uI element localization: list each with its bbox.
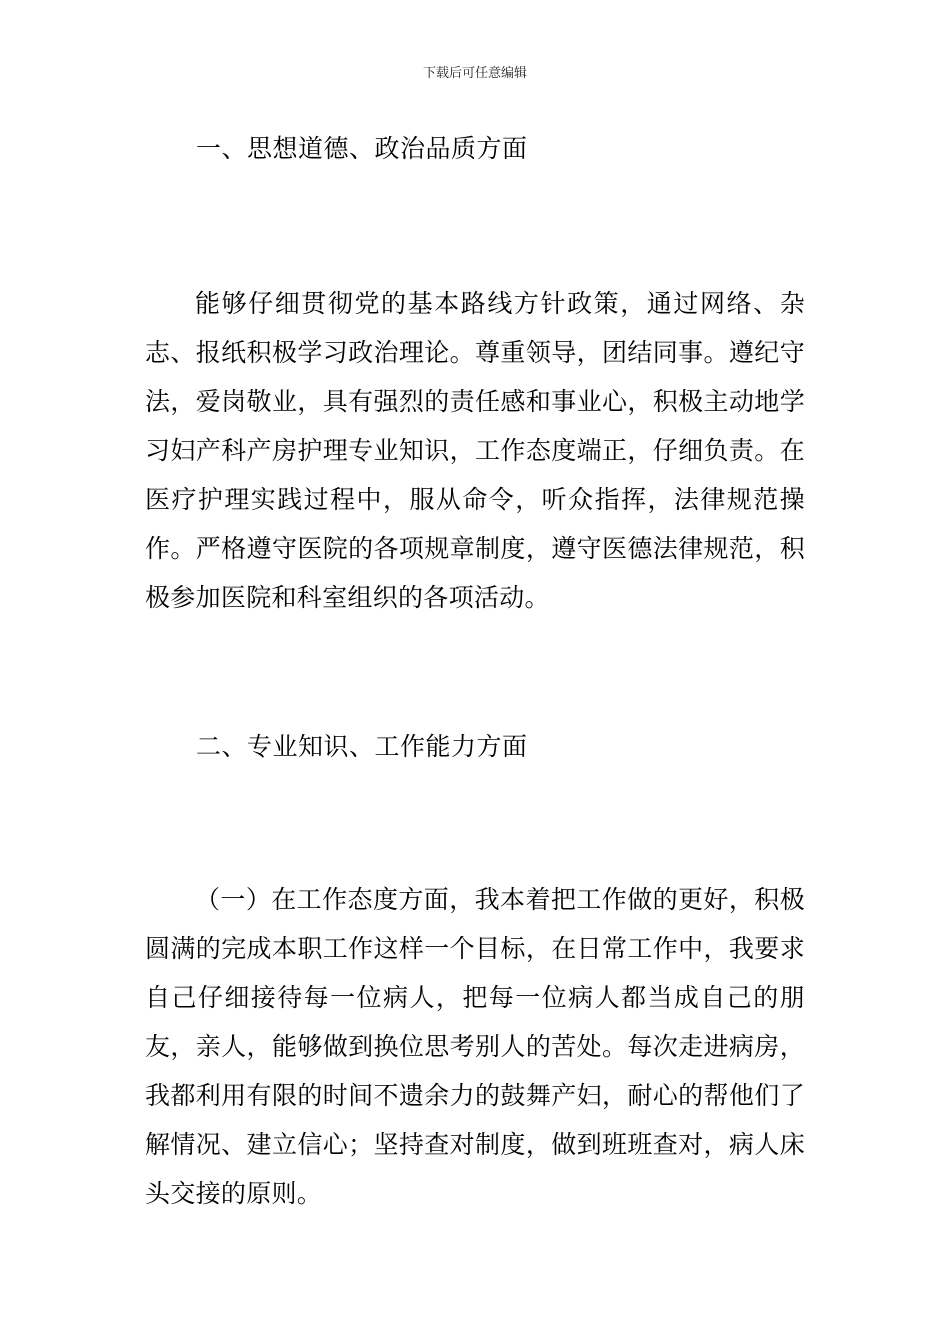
section-paragraph-work-attitude: （一）在工作态度方面，我本着把工作做的更好，积极圆满的完成本职工作这样一个目标，在日常工作中，我要求自己仔细接待每一位病人，把每一位病人都当成自己的朋友，亲人，能够做到换位思考别人的苦处。每次走进病房，我都利用有限的时间不遗余力的鼓舞产妇，耐心的帮他们了解情况、建立信心；坚持查对制度，做到班班查对，病人床头交接的原则。 — [145, 885, 805, 1208]
section-heading-professional-ability: 二、专业知识、工作能力方面 — [196, 732, 528, 761]
page-header-note: 下载后可任意编辑 — [422, 66, 527, 81]
section-heading-moral-political: 一、思想道德、政治品质方面 — [196, 134, 528, 163]
section-paragraph-moral-political: 能够仔细贯彻党的基本路线方针政策，通过网络、杂志、报纸积极学习政治理论。尊重领导，团结同事。遵纪守法，爱岗敬业，具有强烈的责任感和事业心，积极主动地学习妇产科产房护理专业知识，工作态度端正，仔细负责。在医疗护理实践过程中，服从命令，听众指挥，法律规范操作。严格遵守医院的各项规章制度，遵守医德法律规范，积极参加医院和科室组织的各项活动。 — [145, 289, 805, 612]
